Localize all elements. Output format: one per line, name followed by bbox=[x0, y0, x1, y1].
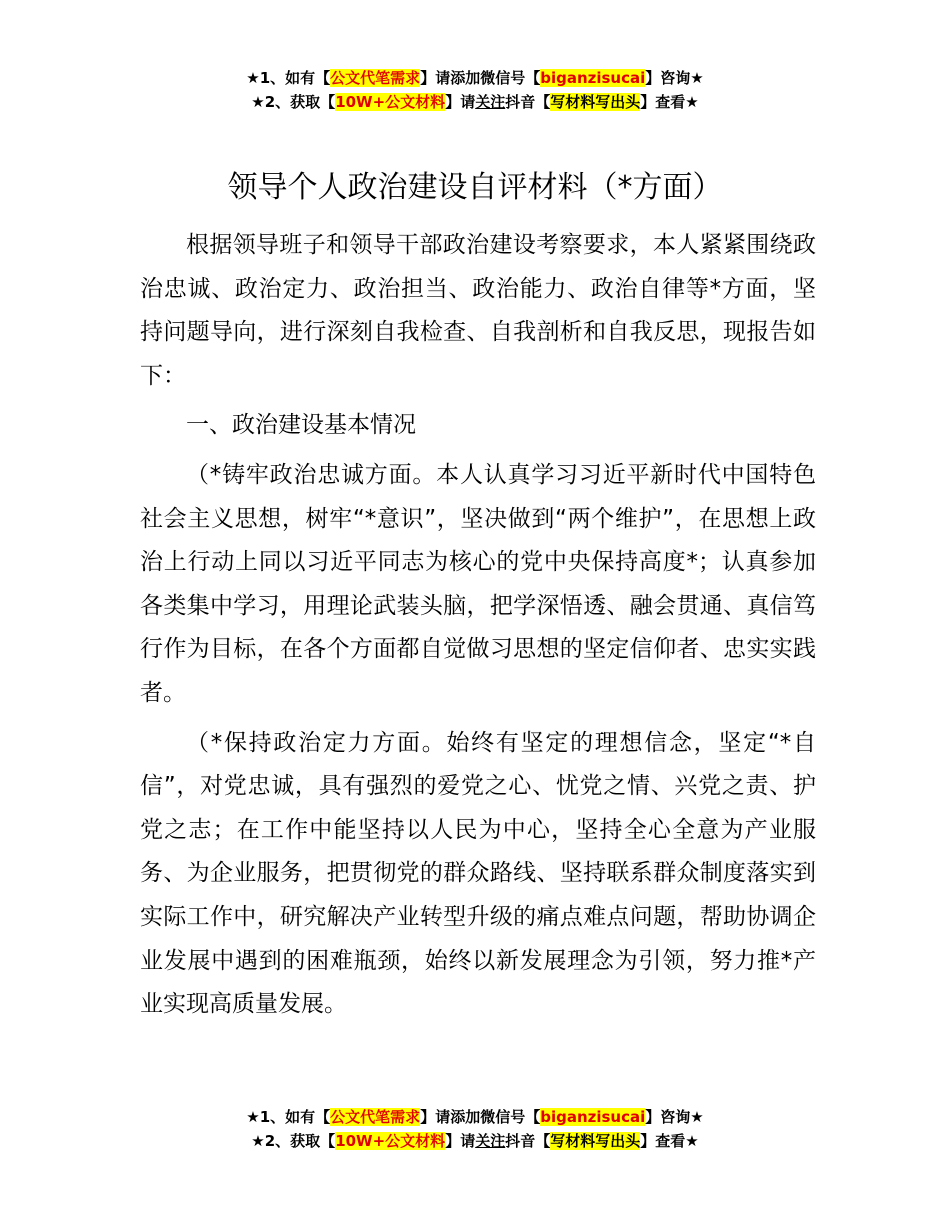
promo-highlight: 写材料写出头 bbox=[550, 1132, 641, 1150]
promo-highlight: 10W+公文材料 bbox=[335, 1132, 446, 1150]
promo-text: 】请 bbox=[445, 1132, 476, 1150]
promo-line-2 bbox=[0, 90, 950, 114]
promo-text: 】查看★ bbox=[640, 1132, 699, 1150]
document-title: 领导个人政治建设自评材料（*方面） bbox=[227, 170, 723, 205]
promo-text: 抖音【 bbox=[505, 93, 551, 111]
promo-highlight: 写材料写出头 bbox=[550, 93, 641, 111]
promo-wechat-id: biganzisucai bbox=[540, 69, 646, 87]
document-body bbox=[140, 224, 816, 1027]
promo-text: 】查看★ bbox=[640, 93, 699, 111]
promo-line-2 bbox=[0, 1129, 950, 1153]
footer-promo-banner bbox=[0, 1105, 950, 1153]
promo-highlight: 公文代笔需求 bbox=[330, 69, 421, 87]
promo-line-1 bbox=[0, 1105, 950, 1129]
paragraph-resolve: （*保持政治定力方面。始终有坚定的理想信念，坚定“*自信”，对党忠诚，具有强烈的爱党之心、忧党之情、兴党之责、护党之志；在工作中能坚持以人民为中心，坚持全心全意为产业服务、为企业服务，把贯彻党的群众路线、坚持联系群众制度落实到实际工作中，研究解决产业转型升级的痛点难点问题，帮助协调企业发展中遇到的困难瓶颈，始终以新发展理念为引领，努力推*产业实现高质量发展。 bbox=[140, 729, 816, 1018]
promo-wechat-id: biganzisucai bbox=[540, 1108, 646, 1126]
promo-text: ★1、如有【 bbox=[246, 69, 331, 87]
paragraph-loyalty: （*铸牢政治忠诚方面。本人认真学习习近平新时代中国特色社会主义思想，树牢“*意识”，坚决做到“两个维护”，在思想上政治上行动上同以习近平同志为核心的党中央保持高度*；认真参加各类集中学习，用理论武装头脑，把学深悟透、融会贯通、真信笃行作为目标，在各个方面都自觉做习思想的坚定信仰者、忠实实践者。 bbox=[140, 461, 816, 706]
header-promo-banner bbox=[0, 66, 950, 114]
promo-text: 】咨询★ bbox=[645, 1108, 704, 1126]
promo-text: ★2、获取【 bbox=[251, 93, 336, 111]
paragraph-intro: 根据领导班子和领导干部政治建设考察要求，本人紧紧围绕政治忠诚、政治定力、政治担当、政治能力、政治自律等*方面，坚持问题导向，进行深刻自我检查、自我剖析和自我反思，现报告如下： bbox=[140, 232, 816, 389]
promo-text: ★2、获取【 bbox=[251, 1132, 336, 1150]
promo-text: 抖音【 bbox=[505, 1132, 551, 1150]
section-heading: 一、政治建设基本情况 bbox=[186, 412, 416, 439]
promo-underlined: 关注 bbox=[475, 93, 506, 111]
promo-text: 】请添加微信号【 bbox=[420, 69, 541, 87]
promo-highlight: 公文代笔需求 bbox=[330, 1108, 421, 1126]
promo-text: 】请 bbox=[445, 93, 476, 111]
promo-text: 】请添加微信号【 bbox=[420, 1108, 541, 1126]
promo-highlight: 10W+公文材料 bbox=[335, 93, 446, 111]
promo-line-1 bbox=[0, 66, 950, 90]
promo-text: ★1、如有【 bbox=[246, 1108, 331, 1126]
promo-text: 】咨询★ bbox=[645, 69, 704, 87]
promo-underlined: 关注 bbox=[475, 1132, 506, 1150]
